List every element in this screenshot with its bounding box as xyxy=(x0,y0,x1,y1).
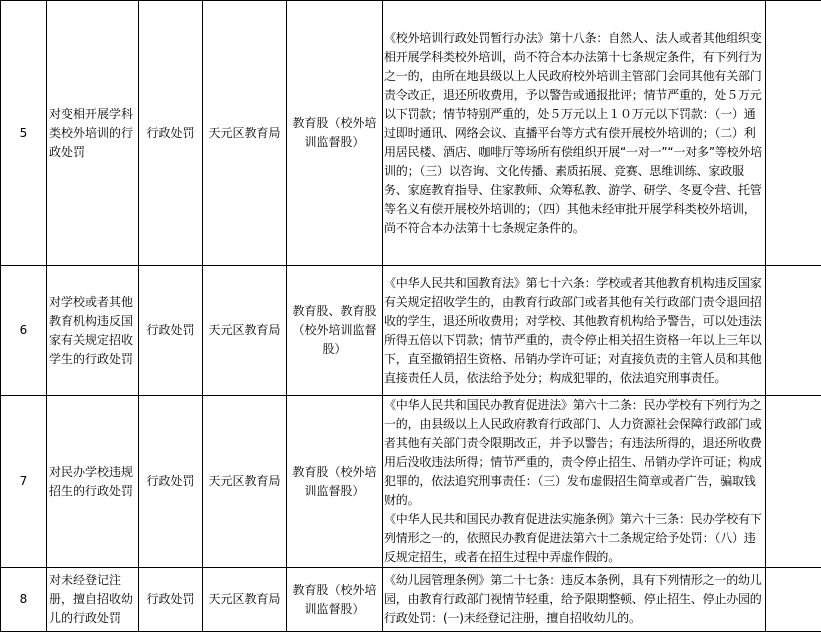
legal-basis-paragraph: 《中华人民共和国教育法》第七十六条：学校或者其他教育机构违反国家有关规定招收学生的，由教育行政部门或者其他有关行政部门责令退回招收的学生，退还所收费用；对学校、其他教育机构给予警告，可以处违法所得五倍以下罚款；情节严重的，责令停止相关招生资格一年以上三年以下，直至撤销招生资格、吊销办学许可证；对直接负责的主管人员和其他直接责任人员，依法给予处分；构成犯罪的，依法追究刑事责任。 xyxy=(384,274,764,388)
agency-cell: 天元区教育局 xyxy=(203,396,287,568)
agency-cell: 天元区教育局 xyxy=(203,568,287,632)
department-cell: 教育股（校外培训监督股） xyxy=(287,1,383,266)
item-name-cell: 对学校或者其他教育机构违反国家有关规定招收学生的行政处罚 xyxy=(47,266,139,396)
table-row xyxy=(1,1,821,266)
table-row xyxy=(1,396,821,568)
department-cell: 教育股（校外培训监督股） xyxy=(287,396,383,568)
table-body xyxy=(1,1,821,632)
row-number-cell: 5 xyxy=(1,1,47,266)
remark-cell xyxy=(766,266,821,396)
item-name-cell: 对民办学校违规招生的行政处罚 xyxy=(47,396,139,568)
table-row xyxy=(1,266,821,396)
table-row xyxy=(1,568,821,632)
legal-basis-paragraph: 《中华人民共和国民办教育促进法实施条例》第六十三条：民办学校有下列情形之一的，依照民办教育促进法第六十二条规定给予处罚：（八）违反规定招生，或者在招生过程中弄虚作假的。 xyxy=(384,510,764,567)
row-number-cell: 6 xyxy=(1,266,47,396)
row-number-cell: 8 xyxy=(1,568,47,632)
legal-basis-paragraph: 《幼儿园管理条例》第二十七条：违反本条例，具有下列情形之一的幼儿园，由教育行政部门视情节轻重，给予限期整顿、停止招生、停止办园的行政处罚：(一)未经登记注册，擅自招收幼儿的。 xyxy=(384,571,764,628)
legal-basis-cell xyxy=(383,568,766,632)
department-cell: 教育股（校外培训监督股） xyxy=(287,568,383,632)
legal-basis-cell xyxy=(383,266,766,396)
legal-basis-paragraph: 《中华人民共和国民办教育促进法》第六十二条：民办学校有下列行为之一的，由县级以上人民政府教育行政部门、人力资源社会保障行政部门或者其他有关部门责令限期改正，并予以警告；有违法所得的，退还所收费用后没收违法所得；情节严重的，责令停止招生、吊销办学许可证；构成犯罪的，依法追究刑事责任：（三）发布虚假招生简章或者广告，骗取钱财的。 xyxy=(384,396,764,510)
agency-cell: 天元区教育局 xyxy=(203,266,287,396)
power-type-cell: 行政处罚 xyxy=(139,1,203,266)
remark-cell xyxy=(766,396,821,568)
row-number-cell: 7 xyxy=(1,396,47,568)
remark-cell xyxy=(766,1,821,266)
legal-basis-cell xyxy=(383,1,766,266)
remark-cell xyxy=(766,568,821,632)
department-cell: 教育股、教育股（校外培训监督股） xyxy=(287,266,383,396)
agency-cell: 天元区教育局 xyxy=(203,1,287,266)
item-name-cell: 对未经登记注册，擅自招收幼儿的行政处罚 xyxy=(47,568,139,632)
power-type-cell: 行政处罚 xyxy=(139,568,203,632)
legal-basis-cell xyxy=(383,396,766,568)
power-type-cell: 行政处罚 xyxy=(139,266,203,396)
legal-basis-paragraph: 《校外培训行政处罚暂行办法》第十八条：自然人、法人或者其他组织变相开展学科类校外培训，尚不符合本办法第十七条规定条件，有下列行为之一的，由所在地县级以上人民政府校外培训主管部门会同其他有关部门责令改正，退还所收费用，予以警告或通报批评；情节严重的，处５万元以下罚款；情节特别严重的，处５万元以上１０万元以下罚款：（一）通过即时通讯、网络会议、直播平台等方式有偿开展校外培训的；（二）利用居民楼、酒店、咖啡厅等场所有偿组织开展“一对一”“一对多”等校外培训的；（三）以咨询、文化传播、素质拓展、竞赛、思维训练、家政服务、家庭教育指导、住家教师、众筹私教、游学、研学、冬夏令营、托管等名义有偿开展校外培训的；（四）其他未经审批开展学科类校外培训，尚不符合本办法第十七条规定条件的。 xyxy=(384,29,764,238)
item-name-cell: 对变相开展学科类校外培训的行政处罚 xyxy=(47,1,139,266)
power-type-cell: 行政处罚 xyxy=(139,396,203,568)
